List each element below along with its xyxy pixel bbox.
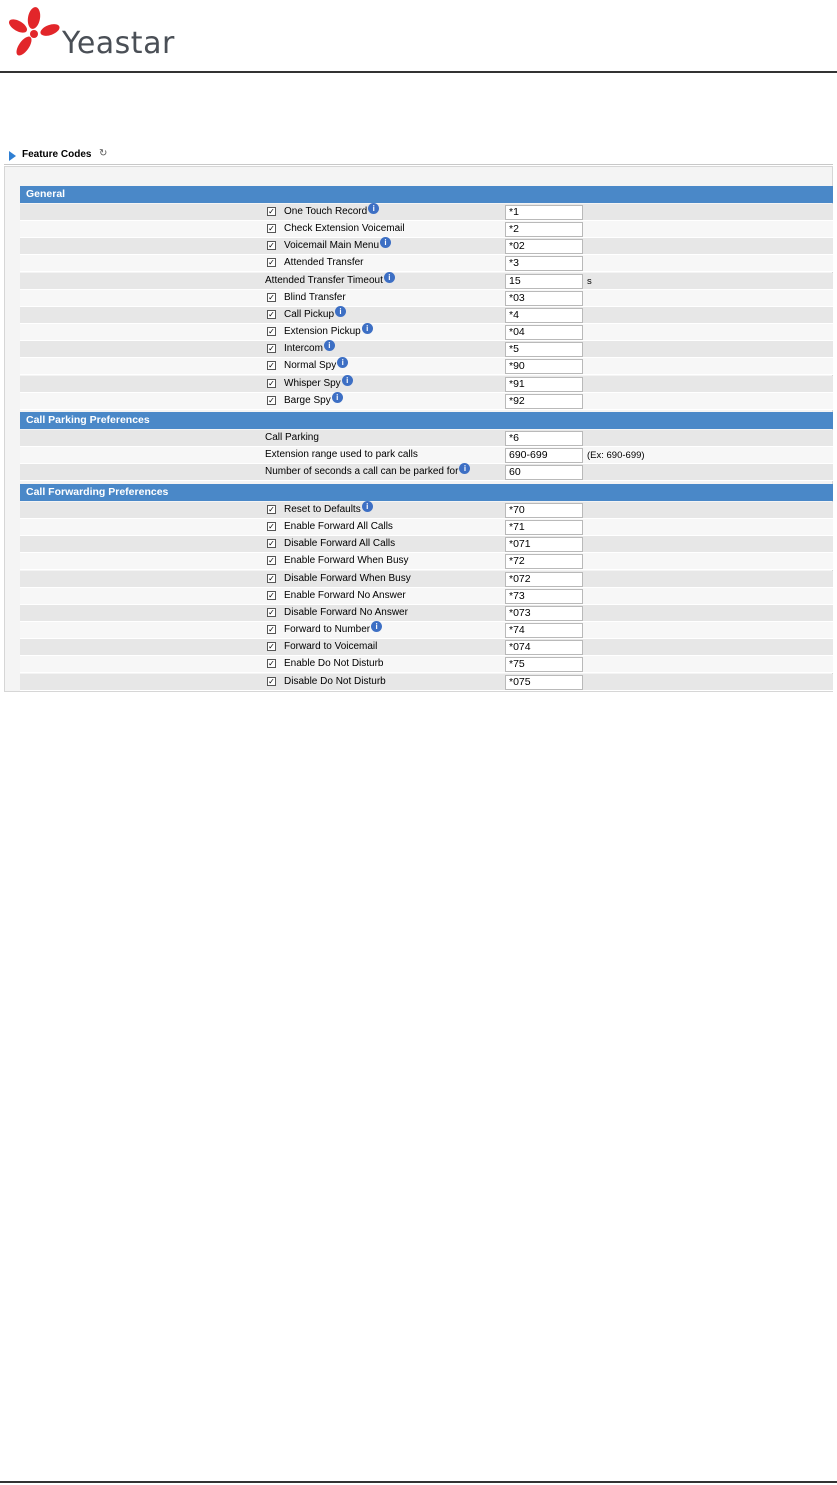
info-icon[interactable]: i bbox=[332, 392, 343, 403]
info-icon[interactable]: i bbox=[342, 375, 353, 386]
feature-row-intercom bbox=[20, 341, 833, 358]
enable-checkbox[interactable]: ✓ bbox=[268, 659, 275, 669]
feature-label bbox=[265, 272, 395, 286]
enable-checkbox[interactable]: ✓ bbox=[268, 378, 275, 388]
feature-label-text: Call Parking bbox=[265, 432, 319, 443]
feature-label-text: Intercom bbox=[284, 343, 323, 355]
enable-checkbox[interactable]: ✓ bbox=[268, 642, 275, 652]
feature-code-input[interactable]: *075 bbox=[505, 675, 583, 690]
section-header-forwarding: Call Forwarding Preferences bbox=[20, 484, 833, 501]
feature-label bbox=[284, 223, 405, 234]
feature-label bbox=[284, 590, 406, 601]
refresh-icon[interactable]: ↻ bbox=[99, 148, 108, 159]
enable-checkbox[interactable]: ✓ bbox=[268, 590, 275, 600]
feature-code-input[interactable]: *72 bbox=[505, 554, 583, 569]
feature-row-reset-to-defaults bbox=[20, 502, 833, 519]
feature-label bbox=[284, 573, 411, 584]
feature-code-input[interactable]: *04 bbox=[505, 325, 583, 340]
feature-code-input[interactable]: *71 bbox=[505, 520, 583, 535]
feature-label bbox=[284, 292, 346, 303]
feature-label-text: Enable Forward When Busy bbox=[284, 555, 409, 567]
info-icon[interactable]: i bbox=[384, 272, 395, 283]
feature-label-text: Forward to Voicemail bbox=[284, 641, 378, 653]
feature-row-check-extension-voicemail bbox=[20, 221, 833, 238]
feature-code-input[interactable]: *071 bbox=[505, 537, 583, 552]
feature-label bbox=[265, 466, 470, 477]
enable-checkbox[interactable]: ✓ bbox=[268, 625, 275, 635]
feature-label-text: Enable Do Not Disturb bbox=[284, 658, 384, 670]
feature-label bbox=[284, 343, 335, 354]
feature-label bbox=[284, 521, 393, 532]
feature-label bbox=[284, 206, 379, 217]
feature-row-number-of-seconds-a-call-can-be-parked-for bbox=[20, 464, 833, 481]
feature-row-forward-to-voicemail bbox=[20, 639, 833, 656]
feature-row-blind-transfer bbox=[20, 290, 833, 307]
feature-row-extension-pickup bbox=[20, 324, 833, 341]
feature-row-whisper-spy bbox=[20, 376, 833, 393]
feature-row-voicemail-main-menu bbox=[20, 238, 833, 255]
feature-code-input[interactable]: *3 bbox=[505, 256, 583, 271]
field-hint: s bbox=[587, 275, 592, 287]
feature-label bbox=[284, 375, 353, 389]
page-title: Feature Codes bbox=[22, 149, 92, 160]
feature-label bbox=[265, 449, 418, 460]
enable-checkbox[interactable]: ✓ bbox=[268, 361, 275, 371]
feature-row-enable-do-not-disturb bbox=[20, 656, 833, 673]
feature-row-disable-forward-all-calls bbox=[20, 536, 833, 553]
feature-code-input[interactable]: *5 bbox=[505, 342, 583, 357]
feature-label-text: Attended Transfer bbox=[284, 257, 364, 269]
feature-code-input[interactable]: *072 bbox=[505, 572, 583, 587]
info-icon[interactable]: i bbox=[371, 621, 382, 632]
feature-code-input[interactable]: *1 bbox=[505, 205, 583, 220]
feature-label-text: Disable Do Not Disturb bbox=[284, 675, 386, 687]
info-icon[interactable]: i bbox=[459, 463, 470, 474]
enable-checkbox[interactable]: ✓ bbox=[268, 395, 275, 405]
feature-label-text: Blind Transfer bbox=[284, 291, 346, 303]
feature-row-attended-transfer bbox=[20, 255, 833, 272]
feature-code-input[interactable]: *75 bbox=[505, 657, 583, 672]
feature-code-input[interactable]: *73 bbox=[505, 589, 583, 604]
info-icon[interactable]: i bbox=[324, 340, 335, 351]
feature-label-text: Disable Forward All Calls bbox=[284, 538, 396, 550]
feature-label-text: Check Extension Voicemail bbox=[284, 223, 405, 235]
info-icon[interactable]: i bbox=[362, 501, 373, 512]
section-header-general: General bbox=[20, 186, 833, 203]
footer-divider bbox=[0, 1481, 837, 1483]
enable-checkbox[interactable]: ✓ bbox=[268, 556, 275, 566]
feature-row-one-touch-record bbox=[20, 204, 833, 221]
feature-code-input[interactable]: *91 bbox=[505, 377, 583, 392]
feature-label-text: Call Pickup bbox=[284, 308, 335, 320]
feature-label-text: Extension Pickup bbox=[284, 326, 361, 338]
feature-label-text: Forward to Number bbox=[284, 624, 371, 636]
enable-checkbox[interactable]: ✓ bbox=[268, 522, 275, 532]
feature-code-input[interactable]: *074 bbox=[505, 640, 583, 655]
feature-code-input[interactable]: 60 bbox=[505, 465, 583, 480]
feature-row-forward-to-number bbox=[20, 622, 833, 639]
feature-label-text: Reset to Defaults bbox=[284, 504, 361, 515]
enable-checkbox[interactable]: ✓ bbox=[268, 327, 275, 337]
enable-checkbox[interactable]: ✓ bbox=[268, 309, 275, 319]
enable-checkbox[interactable]: ✓ bbox=[268, 224, 275, 234]
feature-label bbox=[265, 432, 319, 443]
feature-code-input[interactable]: *4 bbox=[505, 308, 583, 323]
enable-checkbox[interactable]: ✓ bbox=[268, 241, 275, 251]
feature-label bbox=[284, 392, 343, 406]
feature-row-call-pickup bbox=[20, 307, 833, 324]
feature-label-text: Number of seconds a call can be parked for bbox=[265, 466, 459, 478]
feature-code-input[interactable]: *6 bbox=[505, 431, 583, 446]
feature-label-text: One Touch Record bbox=[284, 206, 368, 217]
info-icon[interactable]: i bbox=[337, 357, 348, 368]
feature-label bbox=[284, 641, 377, 652]
enable-checkbox[interactable]: ✓ bbox=[268, 573, 275, 583]
feature-row-enable-forward-when-busy bbox=[20, 553, 833, 570]
brand-name: Yeastar bbox=[62, 26, 175, 61]
feature-code-input[interactable]: *03 bbox=[505, 291, 583, 306]
feature-row-disable-do-not-disturb bbox=[20, 674, 833, 691]
enable-checkbox[interactable]: ✓ bbox=[268, 344, 275, 354]
feature-code-input[interactable]: 15 bbox=[505, 274, 583, 289]
feature-code-input[interactable]: *74 bbox=[505, 623, 583, 638]
feature-code-input[interactable]: *2 bbox=[505, 222, 583, 237]
feature-row-disable-forward-when-busy bbox=[20, 571, 833, 588]
feature-label-text: Voicemail Main Menu bbox=[284, 240, 380, 252]
feature-row-attended-transfer-timeout bbox=[20, 273, 833, 290]
enable-checkbox[interactable]: ✓ bbox=[268, 258, 275, 268]
feature-label-text: Normal Spy bbox=[284, 360, 337, 372]
feature-label-text: Enable Forward No Answer bbox=[284, 589, 406, 601]
feature-label bbox=[284, 360, 348, 371]
feature-label bbox=[284, 326, 373, 337]
feature-label bbox=[284, 555, 409, 566]
feature-label bbox=[284, 676, 386, 687]
expand-arrow-icon bbox=[9, 151, 16, 161]
feature-label-text: Whisper Spy bbox=[284, 377, 341, 389]
feature-label-text: Disable Forward When Busy bbox=[284, 572, 411, 584]
enable-checkbox[interactable]: ✓ bbox=[268, 292, 275, 302]
feature-label bbox=[284, 624, 382, 635]
field-hint: (Ex: 690-699) bbox=[587, 450, 645, 462]
feature-row-enable-forward-no-answer bbox=[20, 588, 833, 605]
feature-label bbox=[284, 658, 384, 669]
feature-row-normal-spy bbox=[20, 358, 833, 375]
feature-row-disable-forward-no-answer bbox=[20, 605, 833, 622]
feature-code-input[interactable]: *70 bbox=[505, 503, 583, 518]
feature-label bbox=[284, 306, 346, 320]
feature-code-input[interactable]: *02 bbox=[505, 239, 583, 254]
enable-checkbox[interactable]: ✓ bbox=[268, 676, 275, 686]
feature-label-text: Attended Transfer Timeout bbox=[265, 274, 383, 286]
feature-row-extension-range-used-to-park-calls bbox=[20, 447, 833, 464]
header-divider bbox=[0, 71, 837, 73]
feature-row-enable-forward-all-calls bbox=[20, 519, 833, 536]
feature-label bbox=[284, 257, 364, 268]
feature-row-barge-spy bbox=[20, 393, 833, 410]
page-title-bar bbox=[4, 148, 833, 165]
info-icon[interactable]: i bbox=[368, 203, 379, 214]
feature-code-input[interactable]: *92 bbox=[505, 394, 583, 409]
info-icon[interactable]: i bbox=[335, 306, 346, 317]
feature-code-input[interactable]: 690-699 bbox=[505, 448, 583, 463]
enable-checkbox[interactable]: ✓ bbox=[268, 207, 275, 216]
feature-label-text: Enable Forward All Calls bbox=[284, 521, 393, 533]
feature-label bbox=[284, 538, 395, 549]
brand-logo bbox=[4, 4, 204, 64]
feature-code-input[interactable]: *90 bbox=[505, 359, 583, 374]
feature-label bbox=[284, 240, 391, 251]
yeastar-logo-icon bbox=[4, 4, 64, 64]
info-icon[interactable]: i bbox=[362, 323, 373, 334]
info-icon[interactable]: i bbox=[380, 237, 391, 248]
feature-label-text: Extension range used to park calls bbox=[265, 449, 418, 461]
feature-label bbox=[284, 504, 373, 515]
enable-checkbox[interactable]: ✓ bbox=[268, 505, 275, 514]
feature-label bbox=[284, 607, 408, 618]
feature-row-call-parking bbox=[20, 430, 833, 447]
section-header-parking: Call Parking Preferences bbox=[20, 412, 833, 429]
feature-label-text: Barge Spy bbox=[284, 394, 331, 406]
enable-checkbox[interactable]: ✓ bbox=[268, 539, 275, 549]
feature-label-text: Disable Forward No Answer bbox=[284, 606, 408, 618]
enable-checkbox[interactable]: ✓ bbox=[268, 607, 275, 617]
feature-code-input[interactable]: *073 bbox=[505, 606, 583, 621]
